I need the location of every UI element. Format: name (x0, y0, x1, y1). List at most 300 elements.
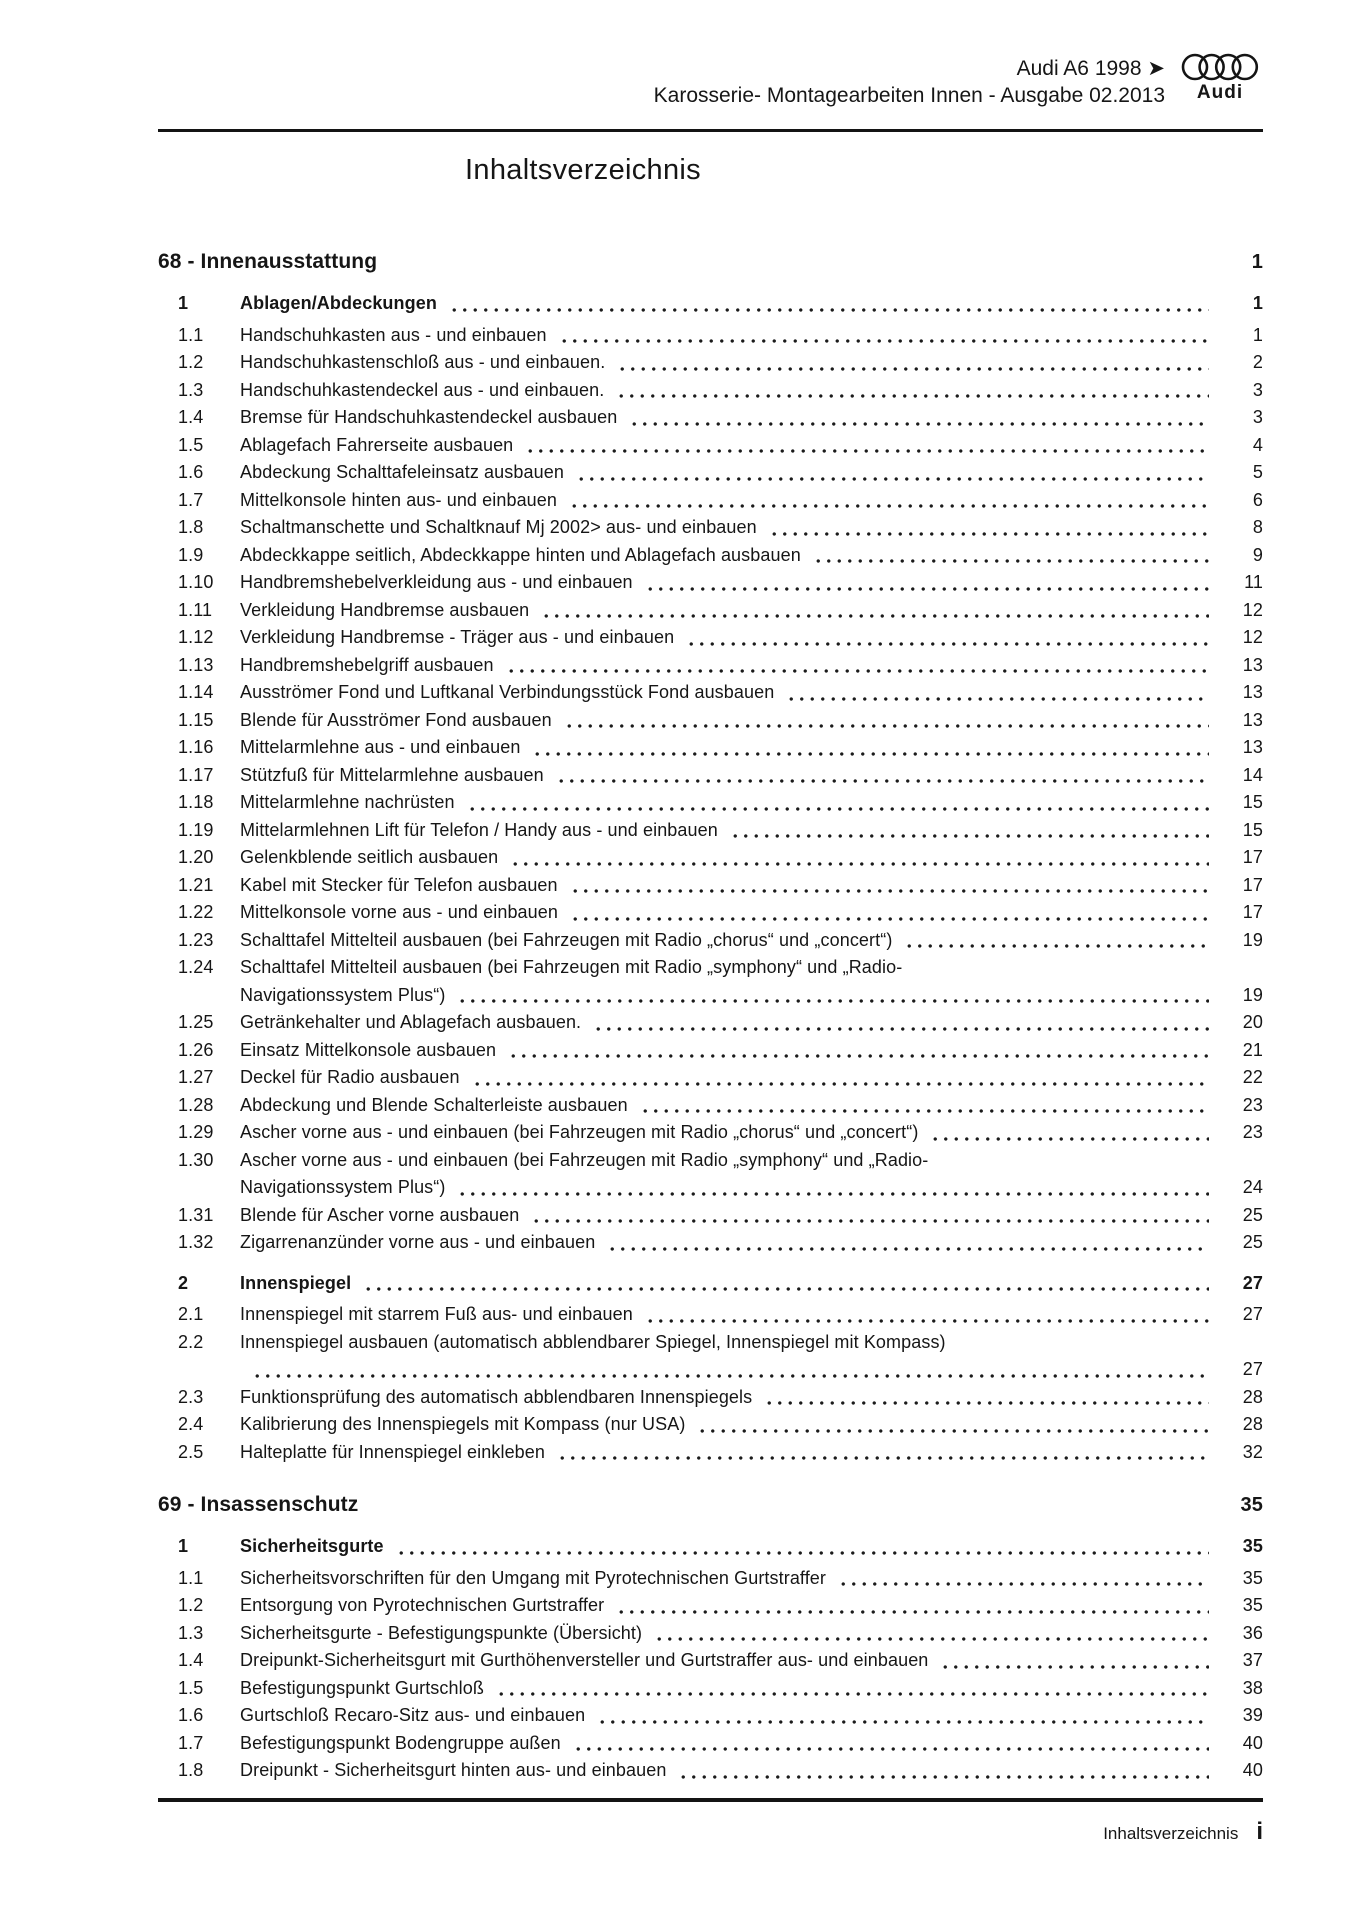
entry-number: 1.22 (178, 902, 214, 922)
entry-label: Mittelarmlehne nachrüsten (240, 792, 455, 812)
toc-entry (158, 954, 1263, 1009)
entry-line (240, 954, 1263, 982)
section-heading-label: 68 - Innenausstattung (158, 250, 378, 273)
entry-line (240, 487, 1263, 515)
entry-page: 27 (1242, 1359, 1263, 1379)
section-heading-page: 35 (1240, 1494, 1263, 1516)
toc-entry (158, 1329, 1263, 1384)
entry-body (240, 1270, 1263, 1298)
entry-line (240, 1202, 1263, 1230)
page-title: Inhaltsverzeichnis (465, 154, 701, 186)
header-model-line: Audi A6 1998 ➤ (1016, 57, 1165, 80)
entry-page: 13 (1242, 737, 1263, 757)
entry-page: 1 (1252, 293, 1263, 313)
entry-body (240, 1647, 1263, 1675)
entry-label: Dreipunkt-Sicherheitsgurt mit Gurthöhenversteller und Gurtstraffer aus- und einbauen (240, 1650, 929, 1670)
entry-line (240, 1533, 1263, 1561)
entry-number: 1.15 (178, 709, 214, 730)
dot-leader (508, 844, 1209, 872)
entry-number: 1.27 (178, 1067, 214, 1087)
dot-leader (574, 459, 1209, 487)
toc-entry (158, 514, 1263, 542)
entry-page: 35 (1242, 1567, 1263, 1588)
entry-body (240, 290, 1263, 318)
entry-page: 25 (1242, 1232, 1263, 1252)
entry-page: 13 (1242, 682, 1263, 702)
entry-number: 1.4 (178, 407, 204, 427)
dot-leader (494, 1675, 1209, 1703)
toc-entry (158, 789, 1263, 817)
toc-entry (158, 817, 1263, 845)
toc-entry (158, 322, 1263, 350)
entry-page: 14 (1242, 764, 1263, 785)
toc-entry (158, 542, 1263, 570)
entry-line (240, 624, 1263, 652)
dot-leader (455, 982, 1209, 1010)
entry-body (240, 404, 1263, 432)
entry-line (240, 1147, 1263, 1175)
entry-body (240, 1064, 1263, 1092)
entry-page: 19 (1242, 984, 1263, 1005)
dot-leader (676, 1757, 1209, 1785)
section-heading-page: 1 (1251, 251, 1263, 273)
toc-section-heading (158, 247, 1263, 277)
entry-line (240, 872, 1263, 900)
entry-line (240, 982, 1263, 1010)
dot-leader (567, 487, 1209, 515)
entry-number: 1.5 (178, 1677, 204, 1698)
entry-number: 1.7 (178, 1732, 204, 1753)
entry-label: Abdeckkappe seitlich, Abdeckkappe hinten und Ablagefach ausbauen (240, 544, 801, 565)
dot-leader (652, 1620, 1209, 1648)
dot-leader (447, 290, 1209, 318)
entry-body (240, 459, 1263, 487)
entry-body (240, 1620, 1263, 1648)
entry-number: 1.3 (178, 1622, 204, 1643)
dot-leader (591, 1009, 1209, 1037)
entry-line (240, 1702, 1263, 1730)
dot-leader (504, 652, 1209, 680)
entry-body (240, 734, 1263, 762)
entry-line (240, 707, 1263, 735)
dot-leader (455, 1174, 1209, 1202)
toc-entry (158, 1092, 1263, 1120)
entry-line (240, 1037, 1263, 1065)
toc-entry (158, 707, 1263, 735)
dot-leader (571, 1730, 1209, 1758)
entry-label-continued: Navigationssystem Plus“) (240, 1177, 446, 1197)
page-footer (1103, 1818, 1263, 1846)
entry-page: 22 (1242, 1067, 1263, 1087)
toc-entry (158, 597, 1263, 625)
entry-line (240, 1384, 1263, 1412)
dot-leader (615, 349, 1209, 377)
entry-number: 1.3 (178, 379, 204, 400)
dot-leader (470, 1064, 1209, 1092)
entry-number: 1.19 (178, 819, 214, 840)
footer-divider (158, 1798, 1263, 1802)
entry-label: Abdeckung Schalttafeleinsatz ausbauen (240, 462, 564, 482)
entry-label: Handschuhkastenschloß aus - und einbauen. (240, 352, 606, 372)
toc-entry (158, 1384, 1263, 1412)
entry-label: Entsorgung von Pyrotechnischen Gurtstraffer (240, 1595, 605, 1615)
toc-entry (158, 569, 1263, 597)
entry-number: 1.2 (178, 1595, 204, 1615)
entry-body (240, 432, 1263, 460)
toc-entry (158, 1533, 1263, 1561)
entry-body (240, 1301, 1263, 1329)
toc-entry (158, 1147, 1263, 1202)
entry-number: 1.25 (178, 1012, 214, 1032)
entry-body (240, 1533, 1263, 1561)
toc-entry (158, 1757, 1263, 1785)
entry-line (240, 290, 1263, 318)
entry-body (240, 1119, 1263, 1147)
entry-body (240, 1730, 1263, 1758)
entry-body (240, 597, 1263, 625)
entry-number: 1 (178, 1536, 189, 1556)
entry-number: 1.28 (178, 1094, 214, 1115)
toc-entry (158, 762, 1263, 790)
entry-label: Verkleidung Handbremse - Träger aus - und einbauen (240, 627, 675, 647)
entry-line (240, 1439, 1263, 1467)
entry-number: 2.4 (178, 1414, 204, 1434)
entry-line (240, 1270, 1263, 1298)
entry-body (240, 1757, 1263, 1785)
entry-body (240, 652, 1263, 680)
entry-body (240, 1147, 1263, 1202)
entry-line (240, 1229, 1263, 1257)
page-content (158, 132, 1263, 1785)
toc-entry (158, 1064, 1263, 1092)
dot-leader (465, 789, 1209, 817)
entry-page: 21 (1242, 1039, 1263, 1060)
dot-leader (530, 734, 1209, 762)
entry-number: 1.20 (178, 847, 214, 867)
entry-page: 23 (1242, 1094, 1263, 1115)
entry-label: Kalibrierung des Innenspiegels mit Kompass (nur USA) (240, 1414, 686, 1434)
dot-leader (784, 679, 1209, 707)
entry-label: Ascher vorne aus - und einbauen (bei Fahrzeugen mit Radio „chorus“ und „concert“) (240, 1122, 919, 1142)
toc-entry (158, 1730, 1263, 1758)
entry-page: 17 (1242, 874, 1263, 895)
entry-page: 32 (1242, 1441, 1263, 1462)
entry-page: 20 (1242, 1012, 1263, 1032)
entry-label: Mittelarmlehnen Lift für Telefon / Handy aus - und einbauen (240, 819, 718, 840)
entry-number: 1.16 (178, 737, 214, 757)
entry-body (240, 1009, 1263, 1037)
entry-line (240, 1565, 1263, 1593)
entry-number: 1.13 (178, 654, 214, 675)
entry-body (240, 1229, 1263, 1257)
entry-page: 38 (1242, 1677, 1263, 1698)
entry-line (240, 817, 1263, 845)
dot-leader (568, 899, 1209, 927)
entry-page: 13 (1242, 654, 1263, 675)
entry-label: Mittelkonsole vorne aus - und einbauen (240, 902, 558, 922)
entry-page: 1 (1252, 324, 1263, 345)
toc-section-heading (158, 1490, 1263, 1520)
entry-line (240, 597, 1263, 625)
entry-label: Gurtschloß Recaro-Sitz aus- und einbauen (240, 1705, 586, 1725)
entry-label: Getränkehalter und Ablagefach ausbauen. (240, 1012, 582, 1032)
dot-leader (605, 1229, 1209, 1257)
toc-entry (158, 1202, 1263, 1230)
dot-leader (250, 1356, 1209, 1384)
toc-entry (158, 1411, 1263, 1439)
toc-entry (158, 290, 1263, 318)
entry-line (240, 1009, 1263, 1037)
entry-number: 1.2 (178, 352, 204, 372)
entry-body (240, 954, 1263, 1009)
entry-number: 1.4 (178, 1650, 204, 1670)
entry-page: 6 (1252, 489, 1263, 510)
entry-line (240, 1119, 1263, 1147)
entry-body (240, 707, 1263, 735)
entry-number: 1.26 (178, 1039, 214, 1060)
entry-line (240, 432, 1263, 460)
entry-line (240, 377, 1263, 405)
entry-page: 28 (1242, 1414, 1263, 1434)
entry-label: Sicherheitsgurte (240, 1536, 384, 1556)
entry-body (240, 844, 1263, 872)
toc-entry (158, 1647, 1263, 1675)
entry-page: 40 (1242, 1760, 1263, 1780)
entry-line (240, 1092, 1263, 1120)
entry-page: 8 (1252, 517, 1263, 537)
dot-leader (695, 1411, 1209, 1439)
audi-rings-icon (1180, 53, 1260, 83)
toc-entry (158, 1620, 1263, 1648)
entry-line (240, 679, 1263, 707)
toc-entry (158, 1037, 1263, 1065)
dot-leader (554, 762, 1209, 790)
entry-label: Schalttafel Mittelteil ausbauen (bei Fahrzeugen mit Radio „chorus“ und „concert“) (240, 929, 893, 950)
entry-label: Handbremshebelgriff ausbauen (240, 654, 494, 675)
entry-label: Blende für Ascher vorne ausbauen (240, 1204, 520, 1225)
dot-leader (938, 1647, 1209, 1675)
entry-label: Sicherheitsgurte - Befestigungspunkte (Übersicht) (240, 1622, 643, 1643)
entry-line (240, 789, 1263, 817)
toc-entry (158, 899, 1263, 927)
toc-entry (158, 1270, 1263, 1298)
entry-page: 39 (1242, 1705, 1263, 1725)
entry-line (240, 459, 1263, 487)
toc-entry (158, 404, 1263, 432)
entry-label: Bremse für Handschuhkastendeckel ausbauen (240, 407, 618, 427)
entry-page: 28 (1242, 1386, 1263, 1407)
entry-label: Ablagen/Abdeckungen (240, 293, 437, 313)
entry-page: 11 (1244, 572, 1263, 592)
entry-body (240, 1411, 1263, 1439)
dot-leader (523, 432, 1209, 460)
entry-number: 1.1 (178, 324, 204, 345)
dot-leader (767, 514, 1209, 542)
dot-leader (928, 1119, 1209, 1147)
entry-page: 13 (1242, 709, 1263, 730)
table-of-contents (158, 247, 1263, 1785)
entry-page: 27 (1242, 1272, 1263, 1293)
entry-page: 12 (1242, 599, 1263, 620)
toc-section (158, 247, 1263, 1466)
toc-entry (158, 1009, 1263, 1037)
entry-line (240, 1675, 1263, 1703)
dot-leader (614, 1592, 1209, 1620)
entry-body (240, 624, 1263, 652)
entry-body (240, 1092, 1263, 1120)
entry-number: 2.1 (178, 1304, 204, 1324)
entry-page: 25 (1242, 1204, 1263, 1225)
entry-line (240, 349, 1263, 377)
entry-body (240, 762, 1263, 790)
toc-entry (158, 459, 1263, 487)
entry-page: 40 (1242, 1732, 1263, 1753)
entry-body (240, 514, 1263, 542)
entry-number: 1.8 (178, 517, 204, 537)
entry-body (240, 1037, 1263, 1065)
dot-leader (643, 569, 1209, 597)
header-subtitle-line: Karosserie- Montagearbeiten Innen - Ausgabe 02.2013 (653, 84, 1165, 107)
toc-entry (158, 1675, 1263, 1703)
page-header (654, 55, 1165, 109)
entry-label: Befestigungspunkt Gurtschloß (240, 1677, 484, 1698)
entry-line (240, 1174, 1263, 1202)
entry-line (240, 899, 1263, 927)
toc-entry (158, 652, 1263, 680)
entry-number: 1.12 (178, 627, 214, 647)
entry-label: Befestigungspunkt Bodengruppe außen (240, 1732, 561, 1753)
toc-entry (158, 844, 1263, 872)
entry-label: Einsatz Mittelkonsole ausbauen (240, 1039, 497, 1060)
entry-label: Blende für Ausströmer Fond ausbauen (240, 709, 552, 730)
entry-line (240, 762, 1263, 790)
dot-leader (684, 624, 1209, 652)
entry-label: Stützfuß für Mittelarmlehne ausbauen (240, 764, 544, 785)
entry-line (240, 1411, 1263, 1439)
toc-entry (158, 349, 1263, 377)
toc-entry (158, 734, 1263, 762)
entry-page: 12 (1242, 627, 1263, 647)
entry-line (240, 927, 1263, 955)
dot-leader (627, 404, 1209, 432)
audi-logo (1180, 53, 1260, 103)
entry-label: Verkleidung Handbremse ausbauen (240, 599, 530, 620)
entry-label: Kabel mit Stecker für Telefon ausbauen (240, 874, 558, 895)
toc-entry (158, 1702, 1263, 1730)
entry-body (240, 1702, 1263, 1730)
entry-page: 9 (1252, 544, 1263, 565)
entry-label: Abdeckung und Blende Schalterleiste ausbauen (240, 1094, 628, 1115)
dot-leader (555, 1439, 1209, 1467)
toc-entry (158, 624, 1263, 652)
entry-number: 1.14 (178, 682, 214, 702)
entry-page: 35 (1242, 1595, 1263, 1615)
entry-label: Sicherheitsvorschriften für den Umgang mit Pyrotechnischen Gurtstraffer (240, 1567, 827, 1588)
entry-body (240, 872, 1263, 900)
entry-number: 2.3 (178, 1386, 204, 1407)
entry-line (240, 1647, 1263, 1675)
entry-label: Handschuhkasten aus - und einbauen (240, 324, 547, 345)
entry-line (240, 1356, 1263, 1384)
dot-leader (762, 1384, 1209, 1412)
entry-page: 3 (1252, 379, 1263, 400)
entry-label: Deckel für Radio ausbauen (240, 1067, 460, 1087)
entry-page: 36 (1242, 1622, 1263, 1643)
entry-body (240, 899, 1263, 927)
entry-label: Dreipunkt - Sicherheitsgurt hinten aus- und einbauen (240, 1760, 667, 1780)
dot-leader (361, 1270, 1209, 1298)
dot-leader (902, 927, 1209, 955)
entry-number: 1.23 (178, 929, 214, 950)
entry-page: 5 (1252, 462, 1263, 482)
toc-entry (158, 1119, 1263, 1147)
entry-body (240, 817, 1263, 845)
entry-page: 17 (1242, 902, 1263, 922)
entry-body (240, 542, 1263, 570)
toc-entry (158, 872, 1263, 900)
entry-body (240, 1439, 1263, 1467)
toc-entry (158, 927, 1263, 955)
entry-label: Handschuhkastendeckel aus - und einbauen. (240, 379, 605, 400)
entry-number: 2 (178, 1272, 189, 1293)
entry-label: Innenspiegel (240, 1272, 352, 1293)
dot-leader (529, 1202, 1209, 1230)
entry-number: 1.17 (178, 764, 214, 785)
audi-wordmark: Audi (1196, 82, 1244, 103)
entry-line (240, 1620, 1263, 1648)
entry-line (240, 404, 1263, 432)
entry-line (240, 322, 1263, 350)
entry-number: 1.5 (178, 434, 204, 455)
entry-label: Gelenkblende seitlich ausbauen (240, 847, 499, 867)
entry-number: 2.2 (178, 1331, 204, 1352)
entry-label: Mittelarmlehne aus - und einbauen (240, 737, 521, 757)
toc-entry (158, 1592, 1263, 1620)
entry-number: 1.24 (178, 957, 214, 977)
entry-body (240, 679, 1263, 707)
entry-line (240, 1730, 1263, 1758)
entry-line (240, 844, 1263, 872)
dot-leader (811, 542, 1209, 570)
entry-label: Handbremshebelverkleidung aus - und einbauen (240, 572, 633, 592)
section-heading-label: 69 - Insassenschutz (158, 1493, 359, 1516)
entry-label: Mittelkonsole hinten aus- und einbauen (240, 489, 558, 510)
entry-number: 1.30 (178, 1149, 214, 1170)
entry-line (240, 1592, 1263, 1620)
toc-entry (158, 1439, 1263, 1467)
entry-line (240, 1301, 1263, 1329)
entry-body (240, 1565, 1263, 1593)
entry-number: 1.6 (178, 1705, 204, 1725)
toc-entry (158, 1301, 1263, 1329)
entry-page: 3 (1252, 407, 1263, 427)
entry-body (240, 322, 1263, 350)
entry-number: 1 (178, 293, 189, 313)
toc-entry (158, 377, 1263, 405)
entry-line (240, 569, 1263, 597)
toc-entry (158, 432, 1263, 460)
entry-number: 1.1 (178, 1567, 204, 1588)
entry-number: 1.18 (178, 792, 214, 812)
arrow-right-icon: ➤ (1147, 57, 1165, 80)
entry-line (240, 734, 1263, 762)
entry-body (240, 349, 1263, 377)
entry-number: 1.8 (178, 1760, 204, 1780)
entry-label: Innenspiegel ausbauen (automatisch abblendbarer Spiegel, Innenspiegel mit Kompass) (240, 1331, 946, 1352)
dot-leader (557, 322, 1209, 350)
entry-page: 35 (1242, 1536, 1263, 1556)
entry-label: Ascher vorne aus - und einbauen (bei Fahrzeugen mit Radio „symphony“ und „Radio- (240, 1149, 929, 1170)
